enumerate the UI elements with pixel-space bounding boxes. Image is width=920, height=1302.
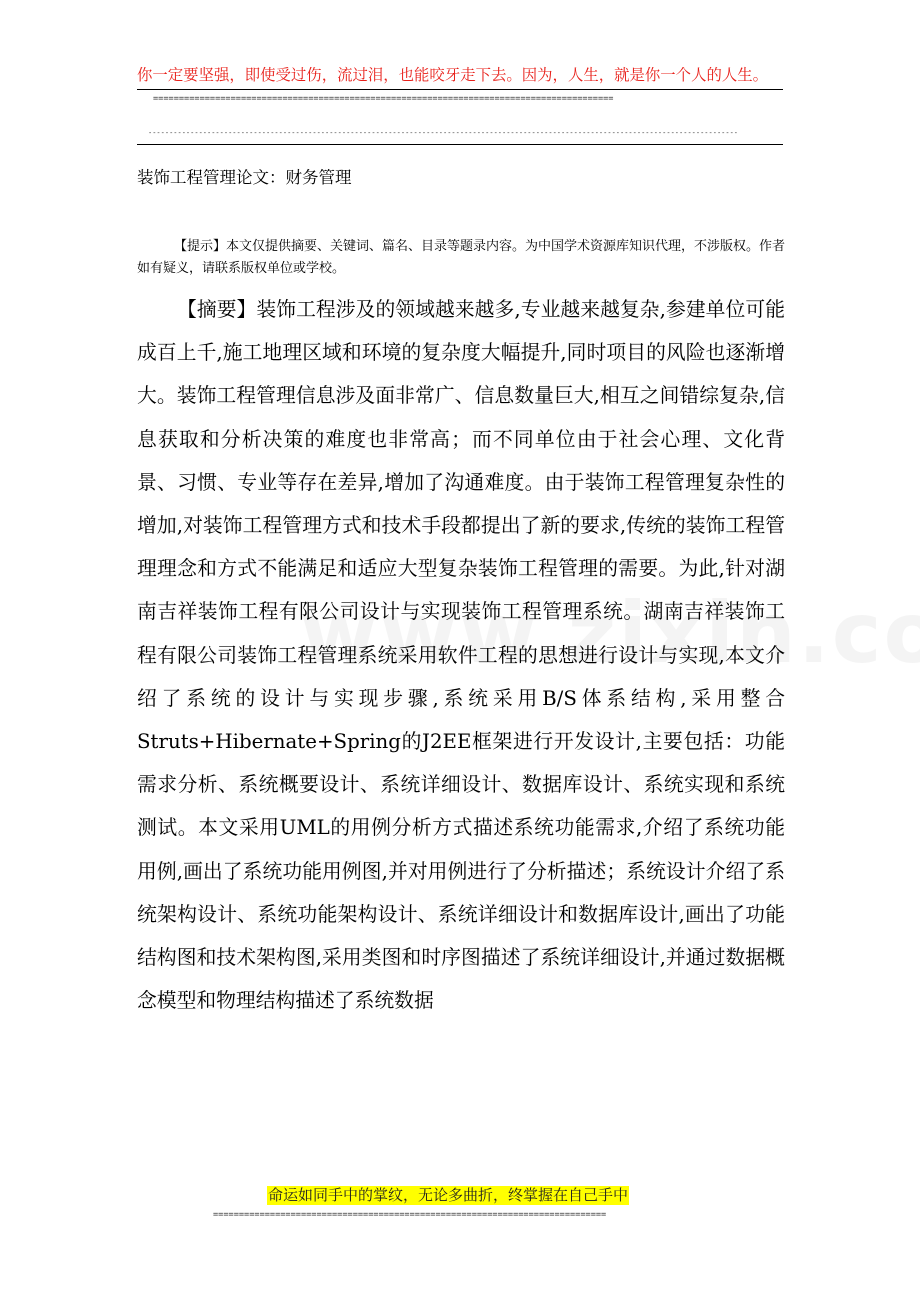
abstract-label: 【摘要】 [177, 298, 257, 321]
footer-motto: 命运如同手中的掌纹，无论多曲折，终掌握在自己手中 [268, 1186, 629, 1204]
document-tip: 【提示】本文仅提供摘要、关键词、篇名、目录等题录内容。为中国学术资源库知识代理，不涉版权。作者如有疑义，请联系版权单位或学校。 [137, 239, 786, 276]
document-title: 装饰工程管理论文：财务管理 [137, 168, 352, 187]
abstract-paragraph [137, 288, 785, 1022]
footer-equals-divider: ============================================================================ [213, 1210, 607, 1220]
header-motto: 你一定要坚强，即使受过伤，流过泪，也能咬牙走下去。因为，人生，就是你一个人的人生。 [137, 66, 769, 84]
header-rule-top [137, 89, 783, 90]
header-equals-divider: ========================================================================================= [153, 94, 614, 104]
header-dash-divider: -------------------------------------------------------------------------------------------------------------------------------------------- [148, 129, 739, 137]
header-rule-bottom [137, 144, 783, 145]
abstract-text: 装饰工程涉及的领域越来越多,专业越来越复杂,参建单位可能成百上千,施工地理区域和环境的复杂度大幅提升,同时项目的风险也逐渐增大。装饰工程管理信息涉及面非常广、信息数量巨大,相互之间错综复杂,信息获取和分析决策的难度也非常高；而不同单位由于社会心理、文化背景、习惯、专业等存在差异,增加了沟通难度。由于装饰工程管理复杂性的增加,对装饰工程管理方式和技术手段都提出了新的要求,传统的装饰工程管理理念和方式不能满足和适应大型复杂装饰工程管理的需要。为此,针对湖南吉祥装饰工程有限公司设计与实现装饰工程管理系统。湖南吉祥装饰工程有限公司装饰工程管理系统采用软件工程的思想进行设计与实现,本文介绍了系统的设计与实现步骤,系统采用B/S体系结构,采用整合Struts+Hibernate+Spring的J2EE框架进行开发设计,主要包括：功能需求分析、系统概要设计、系统详细设计、数据库设计、系统实现和系统测试。本文采用UML的用例分析方式描述系统功能需求,介绍了系统功能用例,画出了系统功能用例图,并对用例进行了分析描述；系统设计介绍了系统架构设计、系统功能架构设计、系统详细设计和数据库设计,画出了功能结构图和技术架构图,采用类图和时序图描述了系统详细设计,并通过数据概念模型和物理结构描述了系统数据 [137, 298, 785, 1013]
